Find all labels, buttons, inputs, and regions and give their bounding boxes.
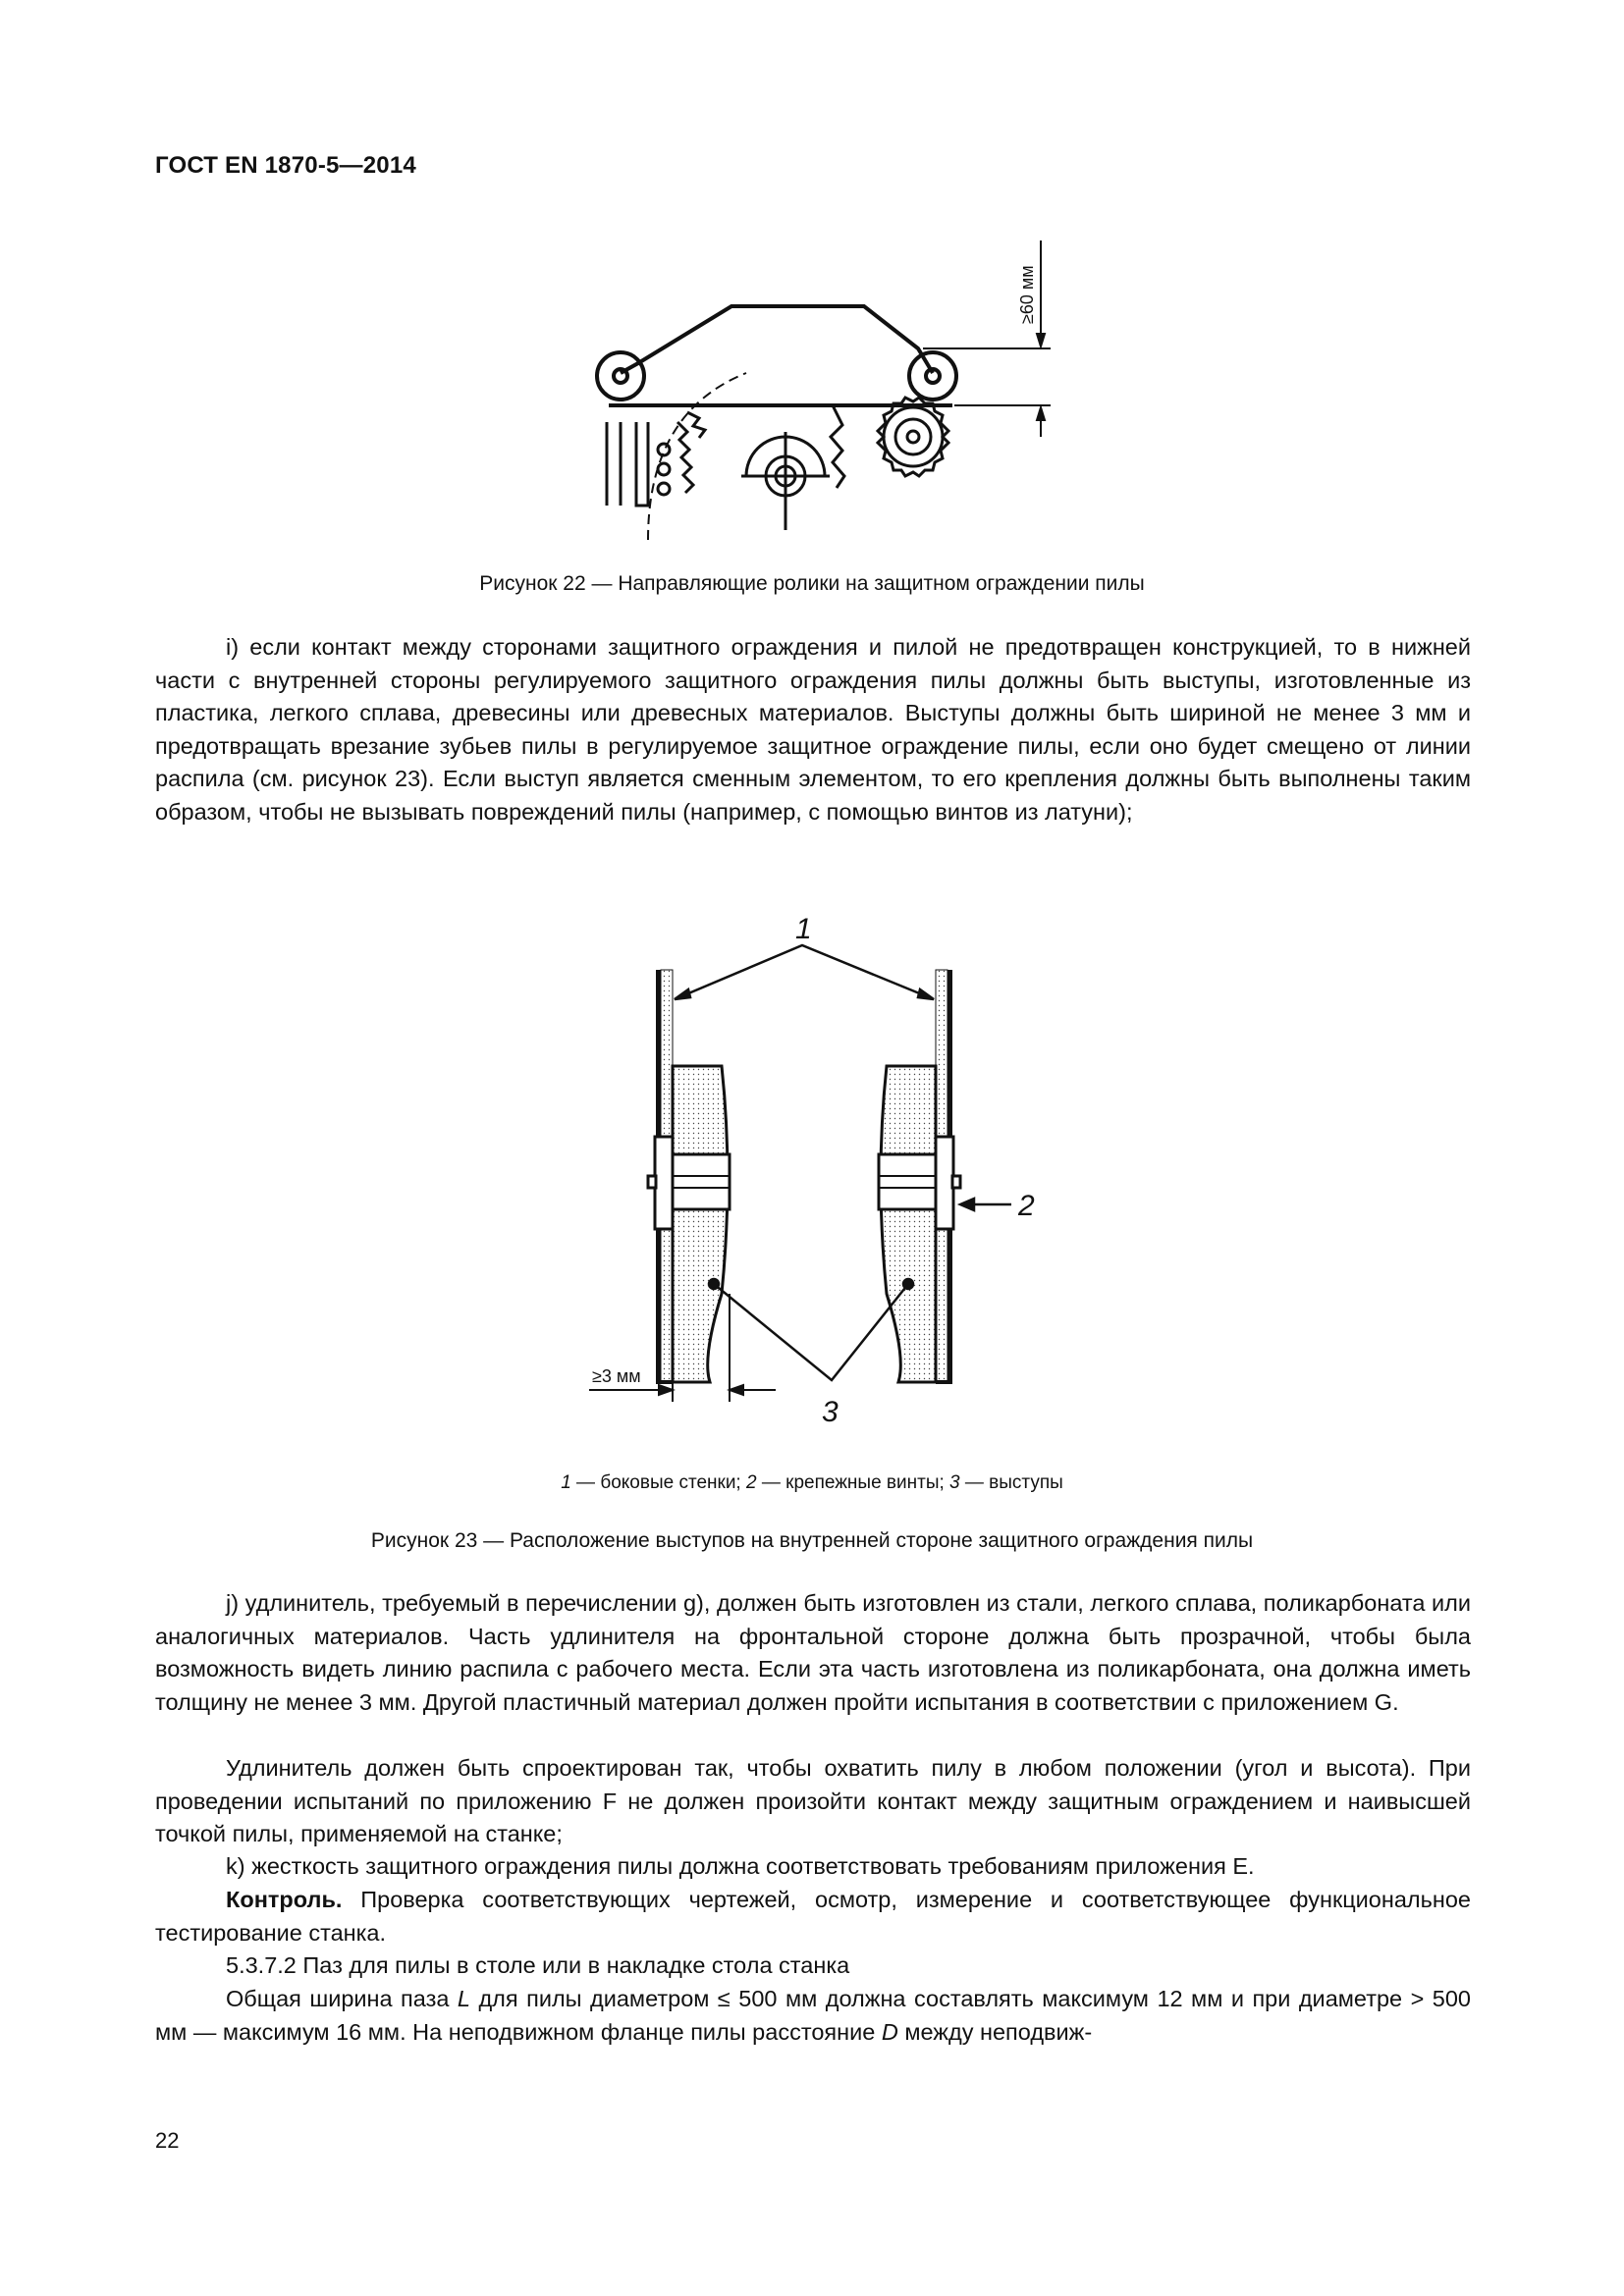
dimension-label-60mm: ≥60 мм [1017,265,1037,324]
figure-22-saw-guard-rollers [579,226,1060,540]
screw-right [936,1137,960,1229]
roller-left [597,352,644,400]
saw-blade-center [741,432,830,530]
leader-3 [709,1279,913,1380]
projection-left [673,1066,728,1382]
leader-1 [675,945,934,999]
section-heading-5-3-7-2: 5.3.7.2 Паз для пилы в столе или в накладке стола станка [226,1952,850,1978]
label-2: 2 [1018,1190,1035,1222]
figure-23-legend: 1 — боковые стенки; 2 — крепежные винты; 3 — выступы [561,1472,1063,1493]
paragraph-j: j) удлинитель, требуемый в перечислении g), должен быть изготовлен из стали, легкого сплава, поликарбоната или аналогичных материалов. Часть удлинителя на фронтальной стороне должна быть прозрачной, чтобы была возможность видеть линию распила с рабочего места. Если эта часть изготовлена из поликарбоната, она должна иметь толщину не менее 3 мм. Другой пластичный материал должен пройти испытания в соответствии с приложением G. [155,1590,1471,1715]
projection-right [881,1066,936,1382]
paragraph-extension-design: Удлинитель должен быть спроектирован так, чтобы охватить пилу в любом положении (угол и высота). При проведении испытаний по приложению F не должен произойти контакт между защитным ограждением и наивысшей точкой пилы, применяемой на станке; [155,1755,1471,1847]
paragraph-control: Контроль. Проверка соответствующих чертежей, осмотр, измерение и соответствующее функциональное тестирование станка. [155,1887,1471,1946]
screw-left [648,1137,673,1229]
figure-22-caption: Рисунок 22 — Направляющие ролики на защитном ограждении пилы [479,572,1145,595]
spreader-parts [607,412,705,506]
label-1: 1 [795,913,812,945]
paragraph-slot-width: Общая ширина паза L для пилы диаметром ≤ 500 мм должна составлять максимум 12 мм и при диаметре > 500 мм — максимум 16 мм. На неподвижном фланце пилы расстояние D между неподвиж- [155,1986,1471,2045]
control-label: Контроль. [226,1887,343,1912]
guard-body [609,306,952,405]
label-3: 3 [822,1396,839,1428]
figure-23-caption: Рисунок 23 — Расположение выступов на внутренней стороне защитного ограждения пилы [370,1529,1254,1552]
leader-2 [960,1199,1011,1210]
paragraph-i: i) если контакт между сторонами защитного ограждения и пилой не предотвращен конструкцией, то в нижней части с внутренней стороны регулируемого защитного ограждения пилы должны быть выступы, изготовленные из пластика, легкого сплава, древесины или древесных материалов. Выступы должны быть шириной не менее 3 мм и предотвращать врезание зубьев пилы в регулируемое защитное ограждение пилы, если оно будет смещено от линии распила (см. рисунок 23). Если выступ является сменным элементом, то его крепления должны быть выполнены таким образом, чтобы не вызывать повреждений пилы (например, с помощью винтов из латуни); [155,634,1471,825]
figure-23-projections [574,901,1046,1436]
page-number: 22 [155,2128,180,2153]
roller-right [909,352,956,400]
paragraph-k: k) жесткость защитного ограждения пилы должна соответствовать требованиям приложения E. [226,1853,1255,1879]
toothed-saw-right [878,398,948,476]
dimension-label-3mm: ≥3 мм [592,1366,641,1386]
spring-element [831,405,844,488]
document-header: ГОСТ EN 1870-5—2014 [155,152,416,179]
